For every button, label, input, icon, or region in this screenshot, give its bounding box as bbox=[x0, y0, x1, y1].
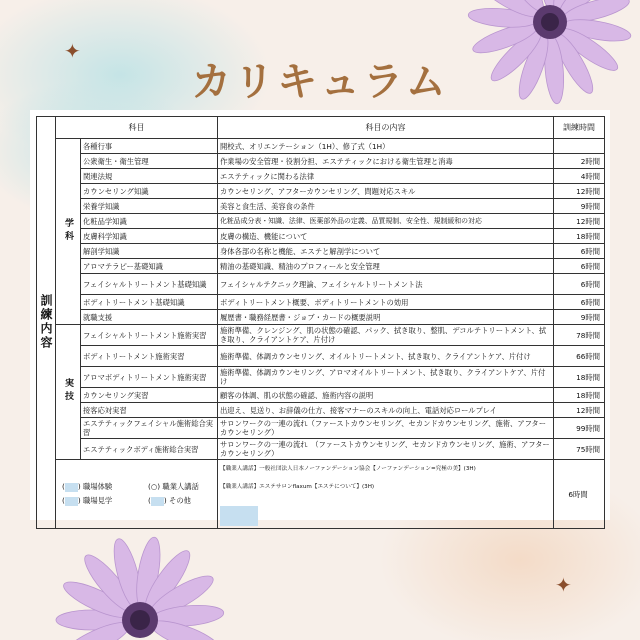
option-label: 職業人講話 bbox=[162, 482, 199, 491]
subject-cell: 各種行事 bbox=[81, 139, 218, 154]
table-header-row bbox=[37, 117, 605, 139]
option-sonota: ( ) その他 bbox=[148, 496, 191, 505]
subject-cell: フェイシャルトリートメント施術実習 bbox=[81, 325, 218, 346]
subject-cell: エステティックボディ施術総合実習 bbox=[81, 439, 218, 460]
content-cell: ボディトリートメント概要、ボディトリートメントの効用 bbox=[218, 295, 554, 310]
table-row bbox=[37, 199, 605, 214]
header-subject: 科目 bbox=[56, 117, 218, 139]
table-row bbox=[37, 388, 605, 403]
table-row bbox=[37, 244, 605, 259]
subject-cell: ボディトリートメント基礎知識 bbox=[81, 295, 218, 310]
hours-cell: 6時間 bbox=[554, 295, 605, 310]
checkbox-shokuba-kengaku[interactable] bbox=[65, 497, 78, 506]
hours-cell: 2時間 bbox=[554, 154, 605, 169]
content-cell: カウンセリング、アフターカウンセリング、問題対応スキル bbox=[218, 184, 554, 199]
header-content: 科目の内容 bbox=[218, 117, 554, 139]
option-label: その他 bbox=[169, 496, 191, 505]
table-row bbox=[37, 367, 605, 388]
option-label: 職場体験 bbox=[83, 482, 113, 491]
subject-cell: 皮膚科学知識 bbox=[81, 229, 218, 244]
subject-cell: 就職支援 bbox=[81, 310, 218, 325]
content-cell: フェイシャルテクニック理論、フェイシャルトリートメント法 bbox=[218, 274, 554, 295]
group-label-academic: 学科 bbox=[63, 217, 73, 244]
content-cell: 施術準備、体調カウンセリング、アロマオイルトリートメント、拭き取り、クライアントケア、片付け bbox=[218, 367, 554, 388]
page-title: カリキュラム bbox=[191, 59, 449, 105]
section-label-cell bbox=[37, 117, 56, 529]
content-cell: 化粧品成分表・知識、法律、医薬部外品の定義、品質規制、安全性、規制緩和の対応 bbox=[218, 214, 554, 229]
hours-cell: 18時間 bbox=[554, 229, 605, 244]
content-cell: 出迎え、見送り、お辞儀の仕方、接客マナーのスキルの向上、電話対応ロールプレイ bbox=[218, 403, 554, 418]
content-cell: 美容と食生活、美容食の条件 bbox=[218, 199, 554, 214]
option-shokugyojin-koushu: (○) 職業人講話 bbox=[148, 482, 199, 491]
subject-cell: エステティックフェイシャル施術総合実習 bbox=[81, 418, 218, 439]
content-cell: 履歴書・職務経歴書・ジョブ・カードの概要説明 bbox=[218, 310, 554, 325]
table-row bbox=[37, 310, 605, 325]
curriculum-table bbox=[36, 116, 605, 529]
group-label-cell bbox=[56, 325, 81, 460]
content-cell: 施術準備、体調カウンセリング、オイルトリートメント、拭き取り、クライアントケア、片付け bbox=[218, 346, 554, 367]
hours-cell: 6時間 bbox=[554, 274, 605, 295]
subject-cell: 栄養学知識 bbox=[81, 199, 218, 214]
hours-cell: 75時間 bbox=[554, 439, 605, 460]
subject-cell: アロマテラピー基礎知識 bbox=[81, 259, 218, 274]
group-label-cell bbox=[56, 139, 81, 325]
table-row bbox=[37, 214, 605, 229]
hours-cell: 18時間 bbox=[554, 367, 605, 388]
hours-cell: 12時間 bbox=[554, 214, 605, 229]
subject-cell: カウンセリング実習 bbox=[81, 388, 218, 403]
hours-cell: 12時間 bbox=[554, 403, 605, 418]
table-row bbox=[37, 259, 605, 274]
subject-cell: カウンセリング知識 bbox=[81, 184, 218, 199]
content-cell: 身体各部の名称と機能、エステと解剖学について bbox=[218, 244, 554, 259]
table-row bbox=[37, 229, 605, 244]
subject-cell: 関連法規 bbox=[81, 169, 218, 184]
hours-cell: 9時間 bbox=[554, 310, 605, 325]
option-label: 職場見学 bbox=[83, 496, 113, 505]
table-row bbox=[37, 418, 605, 439]
lecture-hours-cell: 6時間 bbox=[554, 460, 605, 529]
checkbox-sonota[interactable] bbox=[151, 497, 164, 506]
hours-cell: 18時間 bbox=[554, 388, 605, 403]
hours-cell: 4時間 bbox=[554, 169, 605, 184]
hours-cell: 6時間 bbox=[554, 244, 605, 259]
table-row bbox=[37, 325, 605, 346]
table-row bbox=[37, 346, 605, 367]
content-cell: 顧客の体調、肌の状態の確認、施術内容の説明 bbox=[218, 388, 554, 403]
hours-cell: 9時間 bbox=[554, 199, 605, 214]
content-cell: サロンワークの一連の流れ （ファーストカウンセリング、セカンドカウンセリング、施術、アフターカウンセリング） bbox=[218, 439, 554, 460]
table-row bbox=[37, 184, 605, 199]
subject-cell: 解剖学知識 bbox=[81, 244, 218, 259]
lecture-note-1: 【職業人講話】一般社団法人日本ノーファンデーション協会【ノーファンデーション=究極の美】(3H) bbox=[220, 466, 476, 472]
table-row bbox=[37, 139, 605, 154]
section-label: 訓練内容 bbox=[39, 293, 53, 350]
options-cell bbox=[56, 460, 218, 529]
content-cell: 作業場の安全管理・役割分担、エステティックにおける衛生管理と消毒 bbox=[218, 154, 554, 169]
hours-cell: 99時間 bbox=[554, 418, 605, 439]
hours-cell: 12時間 bbox=[554, 184, 605, 199]
content-cell: 精油の基礎知識、精油のプロフィールと安全管理 bbox=[218, 259, 554, 274]
sparkle-icon: ✦ bbox=[64, 39, 81, 63]
hours-cell bbox=[554, 139, 605, 154]
content-cell: サロンワークの一連の流れ（ファーストカウンセリング、セカンドカウンセリング、施術、アフターカウンセリング） bbox=[218, 418, 554, 439]
content-cell: 皮膚の構造、機能について bbox=[218, 229, 554, 244]
lecture-note-cell bbox=[218, 460, 554, 529]
daisy-flower-icon bbox=[40, 510, 250, 640]
hours-cell: 66時間 bbox=[554, 346, 605, 367]
table-row bbox=[37, 295, 605, 310]
table-row bbox=[37, 154, 605, 169]
table-row bbox=[37, 274, 605, 295]
subject-cell: 化粧品学知識 bbox=[81, 214, 218, 229]
table-row bbox=[37, 439, 605, 460]
hours-cell: 78時間 bbox=[554, 325, 605, 346]
subject-cell: フェイシャルトリートメント基礎知識 bbox=[81, 274, 218, 295]
lecture-note-2: 【職業人講話】エステサロンflaxum【エステについて】(3H) bbox=[220, 484, 375, 490]
header-hours: 訓練時間 bbox=[554, 117, 605, 139]
checkbox-shokuba-taiken[interactable] bbox=[65, 483, 78, 492]
subject-cell: 公衆衛生・衛生管理 bbox=[81, 154, 218, 169]
content-cell: 施術準備、クレンジング、肌の状態の確認、パック、拭き取り、整肌、デコルテトリートメント、拭き取り、クライアントケア、片付け bbox=[218, 325, 554, 346]
option-shokuba-kengaku: ( ) 職場見学 bbox=[62, 496, 113, 505]
lecture-note-highlight bbox=[220, 506, 258, 526]
table-row bbox=[37, 403, 605, 418]
table-row-options bbox=[37, 460, 605, 529]
table-row bbox=[37, 169, 605, 184]
sparkle-icon: ✦ bbox=[555, 573, 572, 597]
subject-cell: 接客応対実習 bbox=[81, 403, 218, 418]
option-mark: ○ bbox=[150, 482, 158, 491]
subject-cell: ボディトリートメント施術実習 bbox=[81, 346, 218, 367]
subject-cell: アロマボディトリートメント施術実習 bbox=[81, 367, 218, 388]
content-cell: エステティックに関わる法律 bbox=[218, 169, 554, 184]
group-label-practical: 実技 bbox=[63, 378, 73, 404]
content-cell: 開校式、オリエンテーション（1H）、修了式（1H） bbox=[218, 139, 554, 154]
hours-cell: 6時間 bbox=[554, 259, 605, 274]
option-shokuba-taiken: ( ) 職場体験 bbox=[62, 482, 113, 491]
